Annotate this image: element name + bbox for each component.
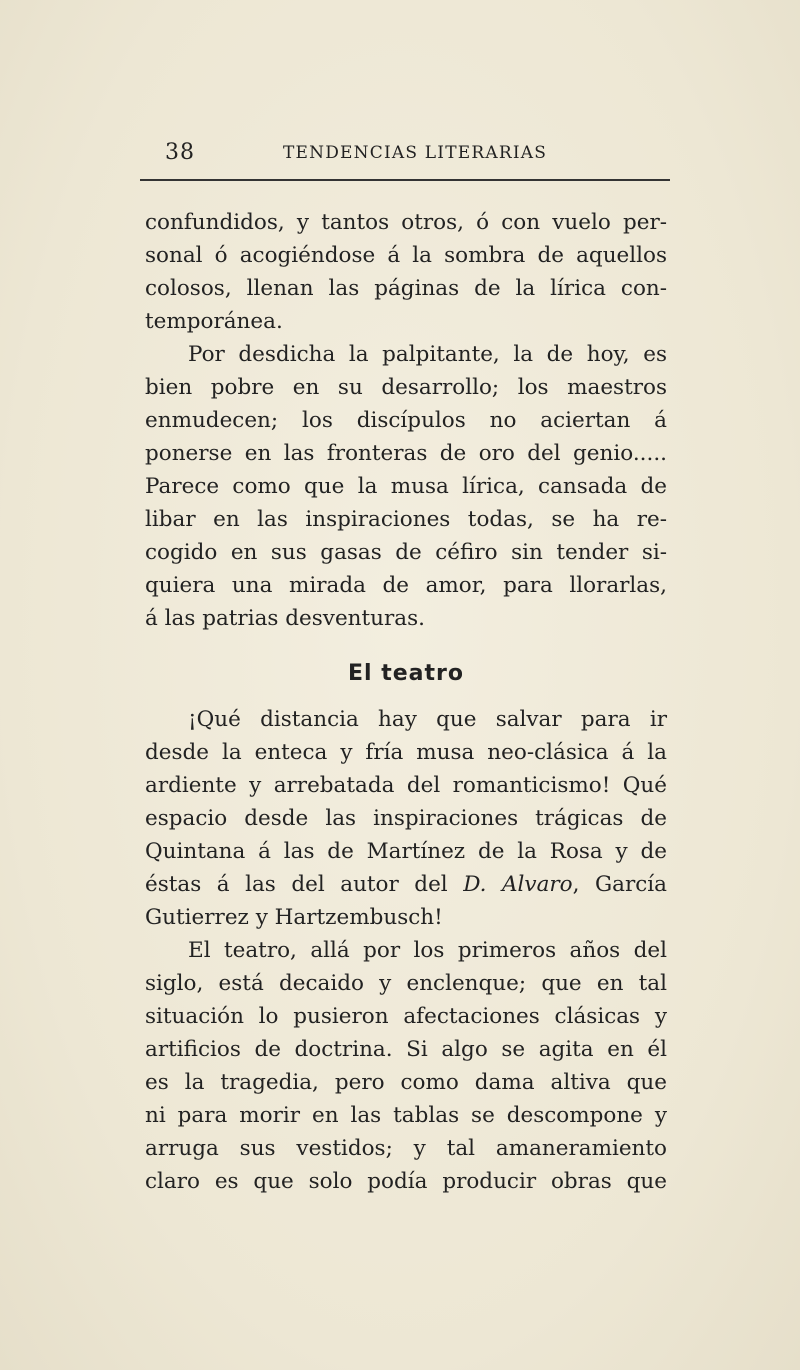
text-line: quiera una mirada de amor, para llorarlas, xyxy=(145,573,667,598)
text-line: enmudecen; los discípulos no aciertan á xyxy=(145,408,667,433)
page-header xyxy=(145,140,670,170)
section-heading: El teatro xyxy=(348,661,464,686)
text-line: Quintana á las de Martínez de la Rosa y de xyxy=(145,839,667,864)
text-line: es la tragedia, pero como dama altiva que xyxy=(145,1070,667,1095)
italic-title: D. Alvaro xyxy=(463,872,573,897)
text-line: claro es que solo podía producir obras que xyxy=(145,1169,667,1194)
text-line: Gutierrez y Hartzembusch! xyxy=(145,905,443,930)
text-line: confundidos, y tantos otros, ó con vuelo per- xyxy=(145,210,667,235)
text-line: ardiente y arrebatada del romanticismo! Qué xyxy=(145,773,667,798)
text-line: espacio desde las inspiraciones trágicas de xyxy=(145,806,667,831)
paragraph-block-2 xyxy=(145,703,667,1198)
header-rule xyxy=(140,179,670,181)
text-line: ¡Qué distancia hay que salvar para ir xyxy=(188,707,667,732)
paragraph-block-1 xyxy=(145,206,667,635)
text-line: arruga sus vestidos; y tal amaneramiento xyxy=(145,1136,667,1161)
text-line: Parece como que la musa lírica, cansada de xyxy=(145,474,667,499)
text-line: temporánea. xyxy=(145,309,283,334)
text-line: siglo, está decaido y enclenque; que en tal xyxy=(145,971,667,996)
text-line: artificios de doctrina. Si algo se agita en él xyxy=(145,1037,667,1062)
text-line: á las patrias desventuras. xyxy=(145,606,425,631)
text-line: sonal ó acogiéndose á la sombra de aquellos xyxy=(145,243,667,268)
text-segment: , García xyxy=(572,872,667,897)
text-segment: éstas á las del autor del xyxy=(145,872,448,897)
text-line: desde la enteca y fría musa neo-clásica á la xyxy=(145,740,667,765)
page-number: 38 xyxy=(165,140,195,165)
text-line: El teatro, allá por los primeros años del xyxy=(188,938,667,963)
text-line: ni para morir en las tablas se descompone y xyxy=(145,1103,667,1128)
text-line: cogido en sus gasas de céfiro sin tender si- xyxy=(145,540,667,565)
text-line: libar en las inspiraciones todas, se ha re- xyxy=(145,507,667,532)
text-line: situación lo pusieron afectaciones clásicas y xyxy=(145,1004,667,1029)
text-line: ponerse en las fronteras de oro del genio..... xyxy=(145,441,667,466)
text-line: bien pobre en su desarrollo; los maestros xyxy=(145,375,667,400)
text-line: Por desdicha la palpitante, la de hoy, es xyxy=(188,342,667,367)
text-line-mixed xyxy=(145,868,667,901)
running-title: TENDENCIAS LITERARIAS xyxy=(283,143,548,163)
text-line: colosos, llenan las páginas de la lírica con- xyxy=(145,276,667,301)
